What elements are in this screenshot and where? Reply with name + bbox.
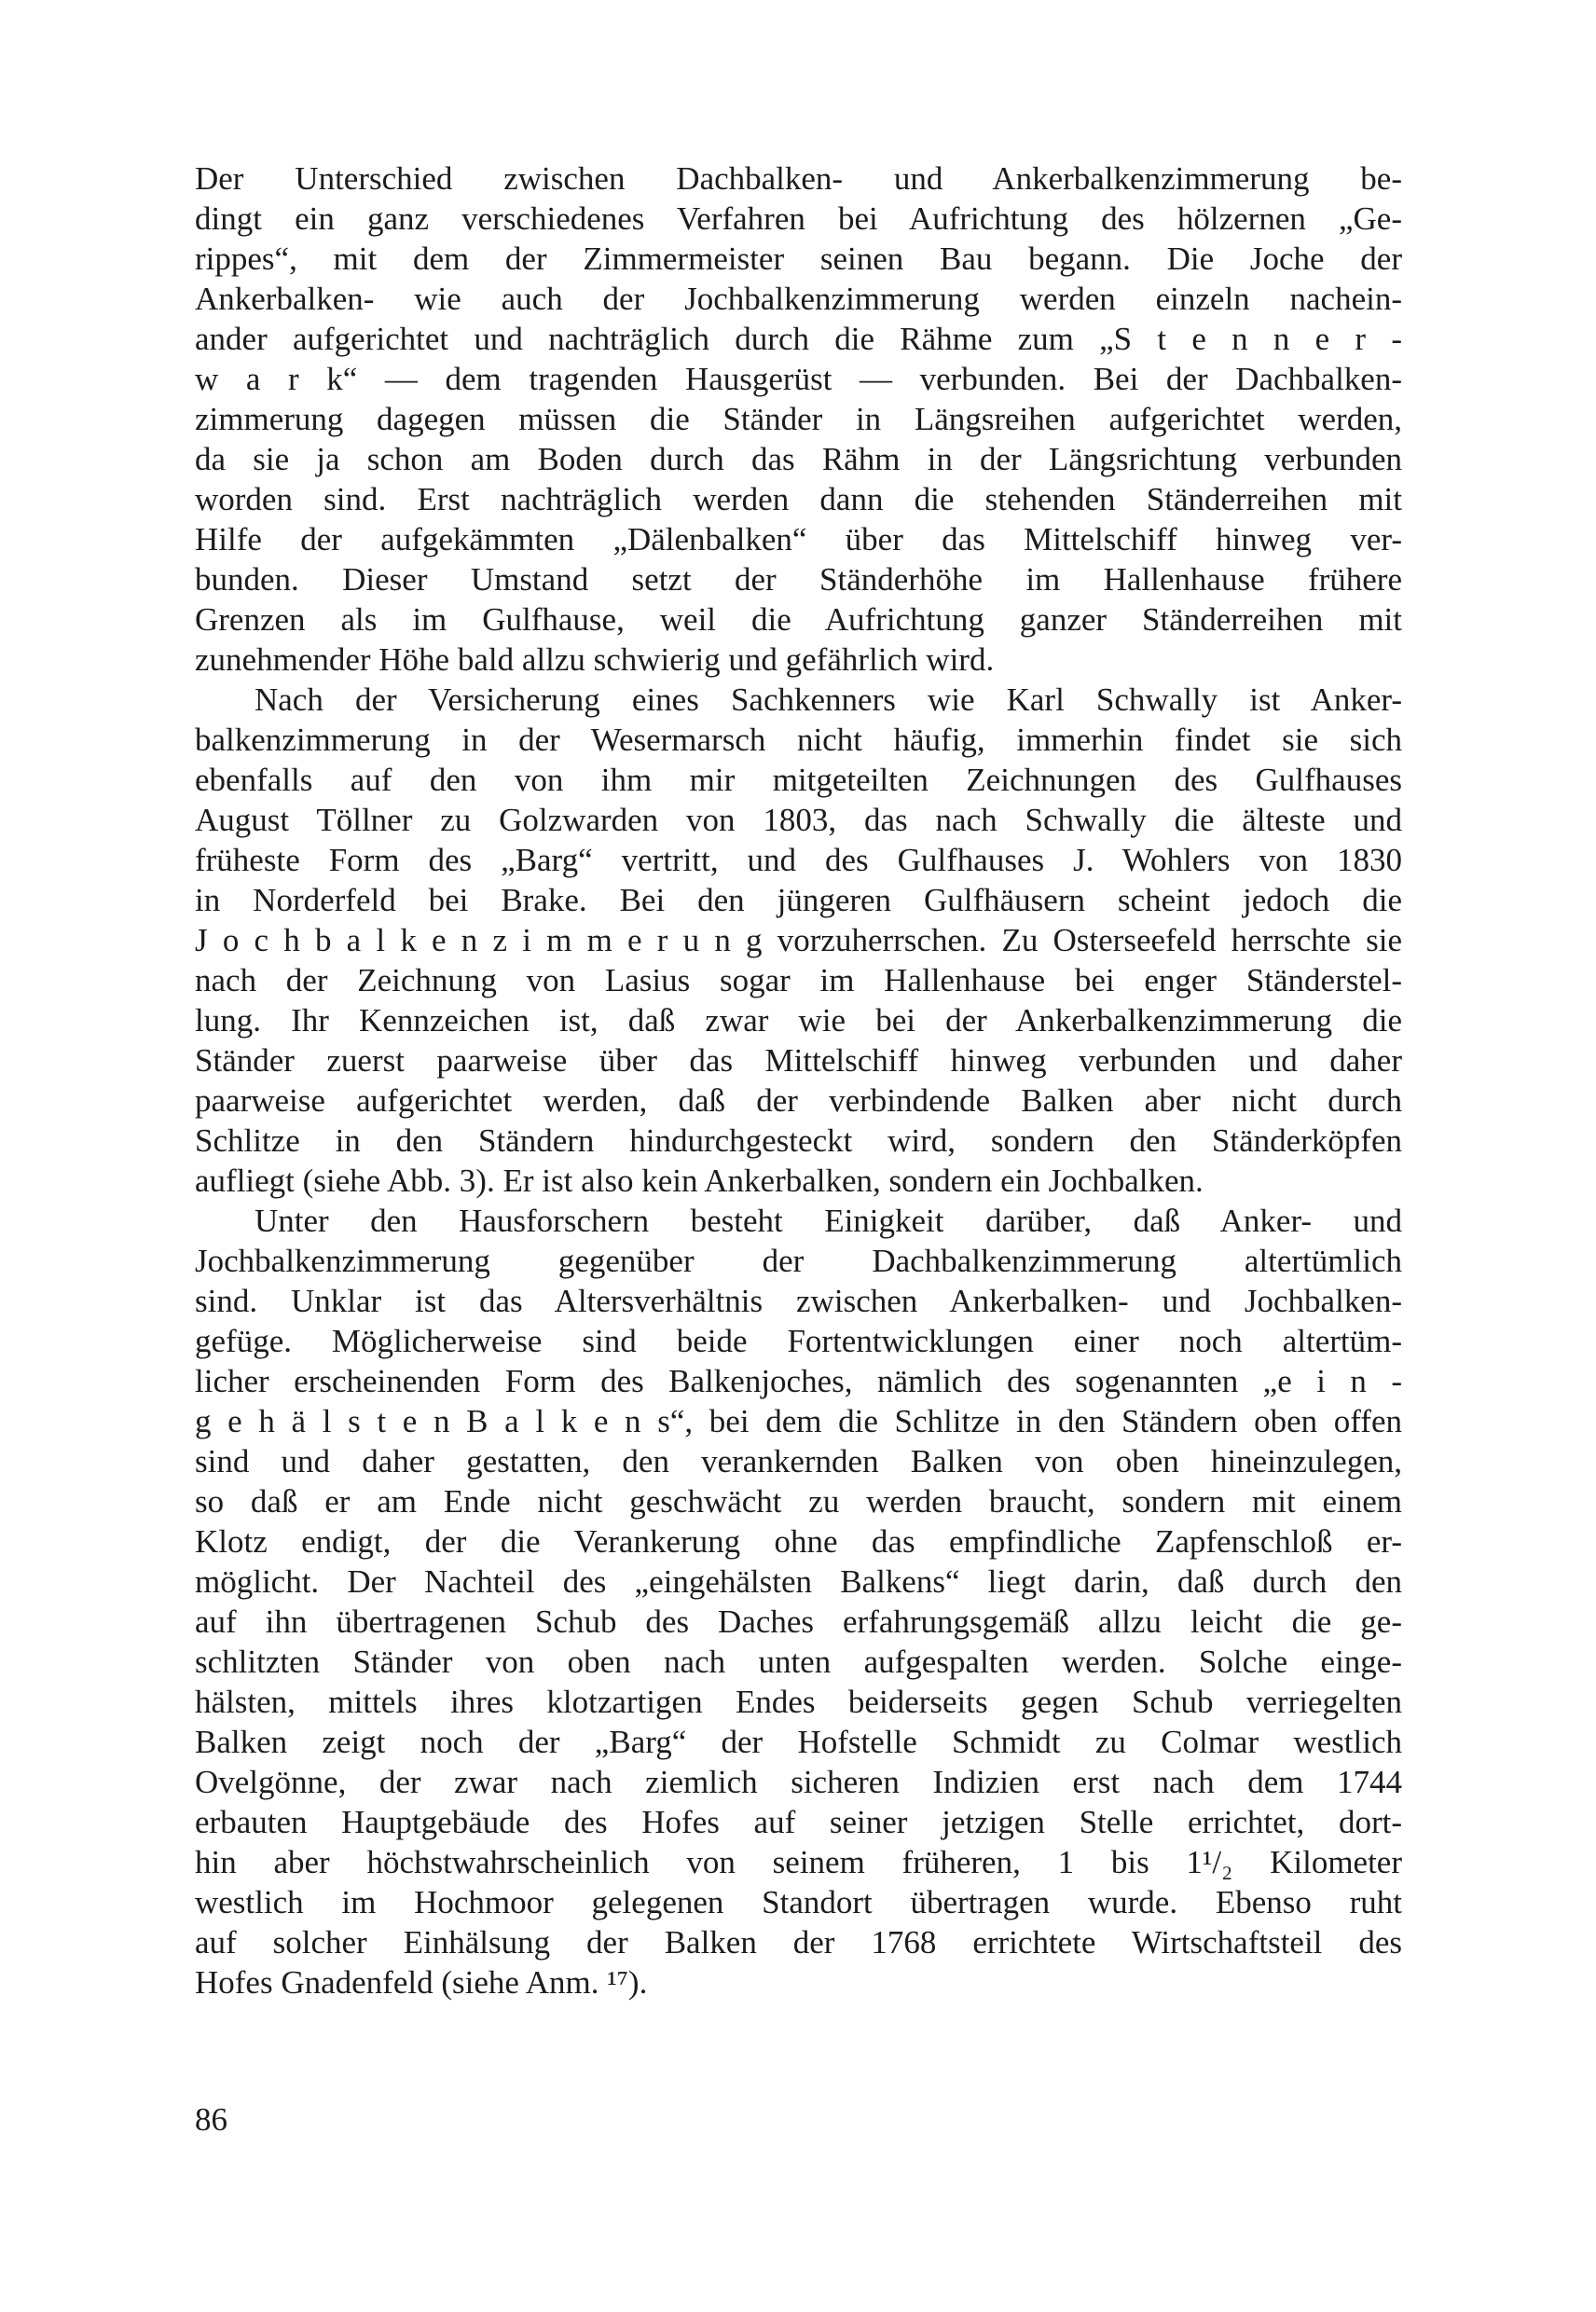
text-line: rippes“, mit dem der Zimmermeister seinen Bau begann. Die Joche der	[195, 241, 1402, 277]
text-line: Balken zeigt noch der „Barg“ der Hofstelle Schmidt zu Colmar westlich	[195, 1724, 1402, 1760]
text-line: licher erscheinenden Form des Balkenjoches, nämlich des sogenannten „e i n -	[195, 1363, 1402, 1399]
text-line: Jochbalkenzimmerung gegenüber der Dachbalkenzimmerung altertümlich	[195, 1243, 1402, 1279]
text-line: schlitzten Ständer von oben nach unten aufgespalten werden. Solche einge-	[195, 1644, 1402, 1680]
text-line: bunden. Dieser Umstand setzt der Ständerhöhe im Hallenhause frühere	[195, 561, 1402, 598]
text-line: lung. Ihr Kennzeichen ist, daß zwar wie bei der Ankerbalkenzimmerung die	[195, 1002, 1402, 1039]
text-line: gefüge. Möglicherweise sind beide Fortentwicklungen einer noch altertüm-	[195, 1323, 1402, 1359]
text-line: so daß er am Ende nicht geschwächt zu werden braucht, sondern mit einem	[195, 1483, 1402, 1520]
text-line: J o c h b a l k e n z i m m e r u n g vorzuherrschen. Zu Osterseefeld herrschte sie	[195, 922, 1402, 958]
text-line: sind und daher gestatten, den verankernden Balken von oben hineinzulegen,	[195, 1443, 1402, 1479]
text-line: paarweise aufgerichtet werden, daß der verbindende Balken aber nicht durch	[195, 1082, 1402, 1119]
text-line: hälsten, mittels ihres klotzartigen Endes beiderseits gegen Schub verriegelten	[195, 1684, 1402, 1720]
text-line: Klotz endigt, der die Verankerung ohne das empfindliche Zapfenschloß er-	[195, 1523, 1402, 1560]
text-line: Ständer zuerst paarweise über das Mittelschiff hinweg verbunden und daher	[195, 1042, 1402, 1079]
text-line: möglicht. Der Nachteil des „eingehälsten Balkens“ liegt darin, daß durch den	[195, 1563, 1402, 1600]
paragraph	[195, 680, 1402, 1201]
body-text	[195, 158, 1402, 2002]
text-line: Nach der Versicherung eines Sachkenners wie Karl Schwally ist Anker-	[255, 681, 1402, 718]
text-line: in Norderfeld bei Brake. Bei den jüngeren Gulfhäusern scheint jedoch die	[195, 882, 1402, 918]
text-line: balkenzimmerung in der Wesermarsch nicht häufig, immerhin findet sie sich	[195, 722, 1402, 758]
text-line: Ankerbalken- wie auch der Jochbalkenzimmerung werden einzeln nachein-	[195, 281, 1402, 317]
text-line: aufliegt (siehe Abb. 3). Er ist also kein Ankerbalken, sondern ein Jochbalken.	[195, 1163, 1204, 1199]
text-line: auf ihn übertragenen Schub des Daches erfahrungsgemäß allzu leicht die ge-	[195, 1603, 1402, 1640]
paragraph	[195, 1201, 1402, 2002]
text-line: Unter den Hausforschern besteht Einigkeit darüber, daß Anker- und	[255, 1203, 1402, 1239]
text-line: Schlitze in den Ständern hindurchgesteckt wird, sondern den Ständerköpfen	[195, 1122, 1402, 1159]
text-line: Grenzen als im Gulfhause, weil die Aufrichtung ganzer Ständerreihen mit	[195, 601, 1402, 638]
text-line: zimmerung dagegen müssen die Ständer in Längsreihen aufgerichtet werden,	[195, 401, 1402, 437]
text-line: worden sind. Erst nachträglich werden dann die stehenden Ständerreihen mit	[195, 481, 1402, 517]
paragraph	[195, 158, 1402, 680]
text-line: August Töllner zu Golzwarden von 1803, das nach Schwally die älteste und	[195, 802, 1402, 838]
text-line: Ovelgönne, der zwar nach ziemlich sicheren Indizien erst nach dem 1744	[195, 1764, 1402, 1800]
text-line: Der Unterschied zwischen Dachbalken- und Ankerbalkenzimmerung be-	[195, 160, 1402, 197]
text-line: hin aber höchstwahrscheinlich von seinem früheren, 1 bis 1¹/₂ Kilometer	[195, 1844, 1402, 1880]
text-line: ebenfalls auf den von ihm mir mitgeteilten Zeichnungen des Gulfhauses	[195, 762, 1402, 798]
text-line: auf solcher Einhälsung der Balken der 1768 errichtete Wirtschaftsteil des	[195, 1924, 1402, 1961]
text-line: w a r k“ — dem tragenden Hausgerüst — verbunden. Bei der Dachbalken-	[195, 361, 1402, 397]
text-line: zunehmender Höhe bald allzu schwierig und gefährlich wird.	[195, 641, 995, 678]
text-line: westlich im Hochmoor gelegenen Standort übertragen wurde. Ebenso ruht	[195, 1884, 1402, 1920]
text-line: sind. Unklar ist das Altersverhältnis zwischen Ankerbalken- und Jochbalken-	[195, 1283, 1402, 1319]
text-line: erbauten Hauptgebäude des Hofes auf seiner jetzigen Stelle errichtet, dort-	[195, 1804, 1402, 1840]
text-line: nach der Zeichnung von Lasius sogar im Hallenhause bei enger Ständerstel-	[195, 962, 1402, 998]
text-line: da sie ja schon am Boden durch das Rähm in der Längsrichtung verbunden	[195, 441, 1402, 477]
text-line: früheste Form des „Barg“ vertritt, und des Gulfhauses J. Wohlers von 1830	[195, 842, 1402, 878]
text-line: Hofes Gnadenfeld (siehe Anm. ¹⁷).	[195, 1964, 648, 2001]
text-line: g e h ä l s t e n B a l k e n s“, bei dem die Schlitze in den Ständern oben offen	[195, 1403, 1402, 1439]
text-line: ander aufgerichtet und nachträglich durch die Rähme zum „S t e n n e r -	[195, 321, 1402, 357]
text-line: dingt ein ganz verschiedenes Verfahren bei Aufrichtung des hölzernen „Ge-	[195, 200, 1402, 237]
text-line: Hilfe der aufgekämmten „Dälenbalken“ über das Mittelschiff hinweg ver-	[195, 521, 1402, 557]
page-number: 86	[195, 2101, 227, 2138]
